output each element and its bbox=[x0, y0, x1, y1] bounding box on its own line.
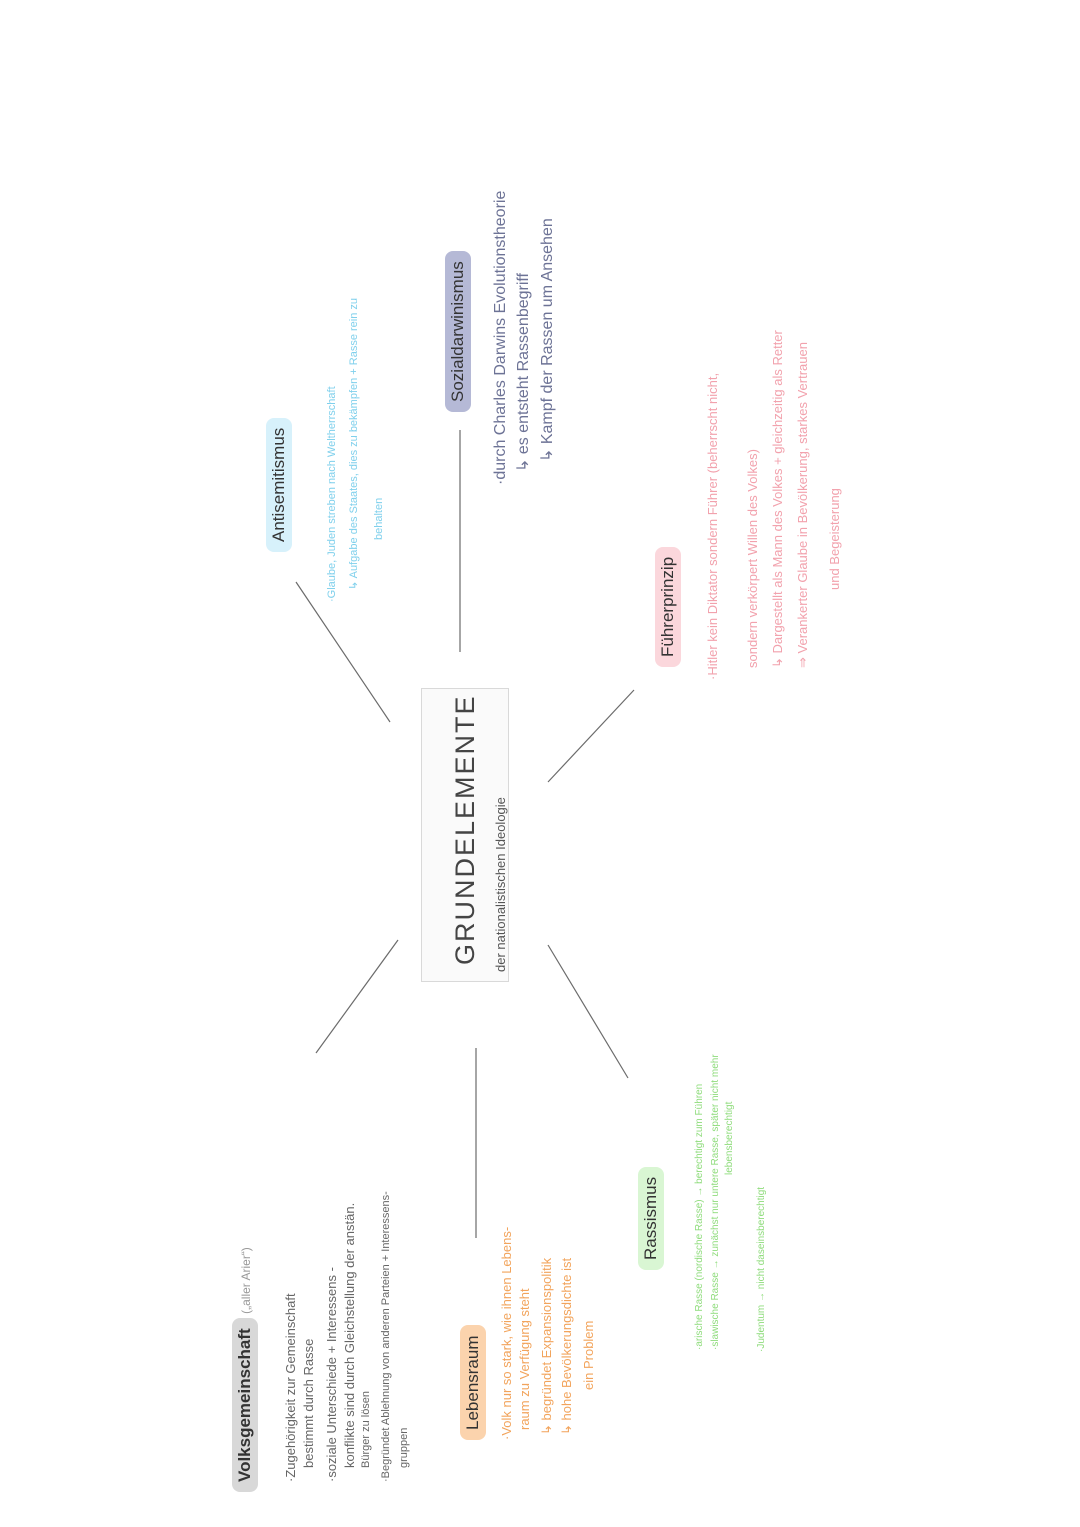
fuehrerprinzip-line-5: und Begeisterung bbox=[827, 488, 842, 590]
volksgemeinschaft-line-2: bestimmt durch Rasse bbox=[301, 1338, 316, 1468]
rassismus-line-3: lebensberechtigt bbox=[724, 1101, 735, 1175]
lebensraum-line-2: raum zu Verfügung steht bbox=[517, 1288, 532, 1430]
connector-fuehrerprinzip bbox=[548, 690, 634, 782]
antisemitismus-line-3: behalten bbox=[373, 497, 385, 540]
lebensraum-line-1: ·Volk nur so stark, wie ihnen Lebens- bbox=[499, 1226, 514, 1440]
volksgemeinschaft-note: („aller Arier“) bbox=[239, 1247, 253, 1314]
volksgemeinschaft-line-7: gruppen bbox=[398, 1427, 410, 1468]
connector-antisemitismus bbox=[296, 582, 390, 722]
sozialdarwinismus-heading: Sozialdarwinismus bbox=[445, 251, 471, 412]
antisemitismus-line-2: ↳ Aufgabe des Staates, dies zu bekämpfen + Rasse rein zu bbox=[348, 297, 360, 590]
lebensraum-heading: Lebensraum bbox=[460, 1325, 486, 1440]
lebensraum-line-4: ↳ hohe Bevölkerungsdichte ist bbox=[559, 1257, 574, 1435]
volksgemeinschaft-line-1: ·Zugehörigkeit zur Gemeinschaft bbox=[283, 1293, 298, 1482]
sozialdarwinismus-line-3: ↳ Kampf der Rassen um Ansehen bbox=[539, 218, 556, 462]
sozialdarwinismus-line-2: ↳ es entsteht Rassenbegriff bbox=[515, 273, 532, 472]
fuehrerprinzip-line-1: ·Hitler kein Diktator sondern Führer (beherrscht nicht, bbox=[705, 372, 720, 680]
volksgemeinschaft-heading: Volksgemeinschaft („aller Arier“) bbox=[232, 1247, 258, 1492]
fuehrerprinzip-line-2: sondern verkörpert Willen des Volkes) bbox=[745, 449, 760, 668]
volksgemeinschaft-line-3: ·soziale Unterschiede + Interessens - bbox=[324, 1267, 339, 1482]
fuehrerprinzip-line-3: ↳ Dargestellt als Mann des Volkes + gleichzeitig als Retter bbox=[770, 330, 785, 668]
rassismus-heading: Rassismus bbox=[638, 1167, 664, 1270]
sozialdarwinismus-line-1: ·durch Charles Darwins Evolutionstheorie bbox=[492, 190, 509, 485]
volksgemeinschaft-line-5: Bürger zu lösen bbox=[360, 1390, 372, 1468]
lebensraum-line-3: ↳ begründet Expansionspolitik bbox=[539, 1257, 554, 1435]
rassismus-line-1: ·arische Rasse (nordische Rasse) → berechtigt zum Führen bbox=[694, 1083, 705, 1350]
fuehrerprinzip-line-4: ⇒ Verankerter Glaube in Bevölkerung, starkes Vertrauen bbox=[795, 342, 810, 668]
center-title: GRUNDELEMENTE bbox=[450, 694, 480, 965]
connector-rassismus bbox=[548, 945, 628, 1078]
antisemitismus-heading: Antisemitismus bbox=[266, 418, 292, 552]
volksgemeinschaft-line-4: konflikte sind durch Gleichstellung der anstän. bbox=[342, 1202, 357, 1468]
connector-volksgemeinschaft bbox=[316, 940, 398, 1053]
center-subtitle: der nationalistischen Ideologie bbox=[493, 797, 508, 972]
volksgemeinschaft-line-6: ·Begründet Ablehnung von anderen Parteien + Interessens- bbox=[380, 1191, 392, 1482]
antisemitismus-line-1: ·Glaube, Juden streben nach Weltherrschaft bbox=[326, 386, 338, 602]
lebensraum-line-5: ein Problem bbox=[581, 1320, 596, 1390]
rassismus-line-2: ·slawische Rasse → zunächst nur untere Rasse, später nicht mehr bbox=[710, 1054, 721, 1350]
rassismus-line-4: ·Judentum → nicht daseinsberechtigt bbox=[756, 1186, 767, 1352]
fuehrerprinzip-heading: Führerprinzip bbox=[655, 547, 681, 667]
